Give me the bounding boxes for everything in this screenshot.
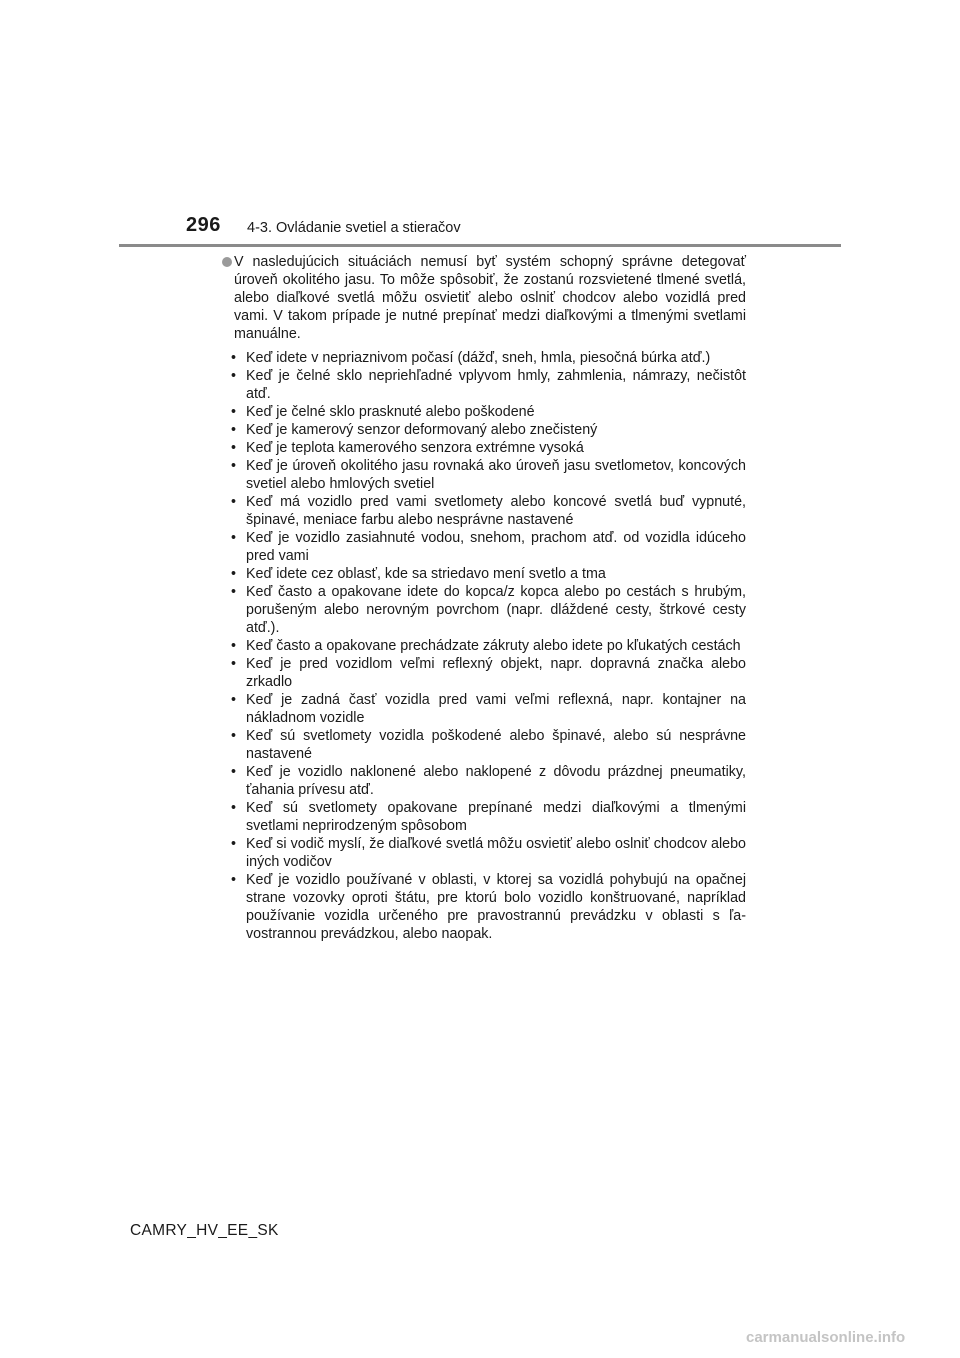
bullet-list	[222, 349, 746, 943]
bullet-dot-icon: •	[231, 692, 237, 708]
list-item-text: Keď je vozidlo naklonené alebo naklopené z dôvodu prázdnej pneumatiky, ťahania prívesu atď.	[246, 764, 746, 798]
bullet-dot-icon: •	[231, 530, 237, 546]
list-item-text: Keď je úroveň okolitého jasu rovnaká ako úroveň jasu svetlometov, koncových svetiel alebo hmlových svetiel	[246, 458, 746, 492]
bullet-dot-icon: •	[231, 728, 237, 744]
list-item-text: Keď si vodič myslí, že diaľkové svetlá môžu osvietiť alebo oslniť chodcov alebo iných vodičov	[246, 836, 746, 870]
list-item	[228, 403, 746, 421]
bullet-dot-icon: •	[231, 368, 237, 384]
list-item-text: Keď má vozidlo pred vami svetlomety alebo koncové svetlá buď vypnuté, špinavé, meniace farbu alebo nesprávne nastavené	[246, 494, 746, 528]
list-item	[228, 529, 746, 565]
section-title: 4-3. Ovládanie svetiel a stieračov	[247, 220, 461, 236]
list-item	[228, 349, 746, 367]
list-item	[228, 727, 746, 763]
bullet-dot-icon: •	[231, 872, 237, 888]
list-item	[228, 655, 746, 691]
list-item-text: Keď idete v nepriaznivom počasí (dážď, sneh, hmla, piesočná búrka atď.)	[246, 350, 711, 366]
bullet-dot-icon: •	[231, 404, 237, 420]
bullet-dot-icon: •	[231, 584, 237, 600]
list-item	[228, 439, 746, 457]
list-item-text: Keď je vozidlo používané v oblasti, v ktorej sa vozidlá pohybujú na opačnej strane vozovky oproti štátu, pre ktorú bolo vozidlo konštruované, napríklad používanie vozidla určeného pre pravostrannú prevádzku v oblasti s ľavostrannou prevádzkou, alebo naopak.	[246, 872, 746, 942]
bullet-dot-icon: •	[231, 440, 237, 456]
list-item-text: Keď je vozidlo zasiahnuté vodou, snehom, prachom atď. od vozidla idúceho pred vami	[246, 530, 746, 564]
footer-model-code: CAMRY_HV_EE_SK	[130, 1222, 279, 1239]
list-item	[228, 799, 746, 835]
list-item-text: Keď idete cez oblasť, kde sa striedavo mení svetlo a tma	[246, 566, 606, 582]
circle-bullet-icon	[222, 257, 232, 267]
bullet-dot-icon: •	[231, 764, 237, 780]
bullet-dot-icon: •	[231, 422, 237, 438]
list-item-text: Keď často a opakovane prechádzate zákruty alebo idete po kľukatých cestách	[246, 638, 741, 654]
list-item-text: Keď sú svetlomety vozidla poškodené alebo špinavé, alebo sú nesprávne nastavené	[246, 728, 746, 762]
list-item	[228, 421, 746, 439]
list-item-text: Keď je pred vozidlom veľmi reflexný objekt, napr. dopravná značka alebo zrkadlo	[246, 656, 746, 690]
list-item-text: Keď je kamerový senzor deformovaný alebo znečistený	[246, 422, 598, 438]
list-item-text: Keď je čelné sklo prasknuté alebo poškodené	[246, 404, 535, 420]
bullet-dot-icon: •	[231, 458, 237, 474]
list-item	[228, 835, 746, 871]
main-content	[222, 253, 746, 943]
list-item-text: Keď je teplota kamerového senzora extrémne vysoká	[246, 440, 584, 456]
list-item	[228, 367, 746, 403]
list-item-text: Keď je zadná časť vozidla pred vami veľmi reflexná, napr. kontajner na nákladnom vozidle	[246, 692, 746, 726]
bullet-dot-icon: •	[231, 350, 237, 366]
list-item-text: Keď často a opakovane idete do kopca/z kopca alebo po cestách s hrubým, porušeným alebo nerovným povrchom (napr. dláždené cesty, štrkové cesty atď.).	[246, 584, 746, 636]
list-item	[228, 583, 746, 637]
list-item	[228, 493, 746, 529]
intro-paragraph	[222, 253, 746, 343]
bullet-dot-icon: •	[231, 566, 237, 582]
bullet-dot-icon: •	[231, 836, 237, 852]
list-item	[228, 637, 746, 655]
list-item	[228, 565, 746, 583]
bullet-dot-icon: •	[231, 800, 237, 816]
bullet-dot-icon: •	[231, 638, 237, 654]
list-item-text: Keď sú svetlomety opakovane prepínané medzi diaľkovými a tlmenými svetlami neprirodzeným spôsobom	[246, 800, 746, 834]
list-item	[228, 763, 746, 799]
list-item	[228, 457, 746, 493]
bullet-dot-icon: •	[231, 494, 237, 510]
intro-text: V nasledujúcich situáciách nemusí byť systém schopný správne detegovať úroveň okolitého jasu. To môže spôsobiť, že zostanú rozsvietené tlmené svetlá, alebo diaľkové svetlá môžu osvietiť alebo oslniť chodcov alebo vozidlá pred vami. V takom prípade je nutné prepínať medzi diaľkovými a tlmenými svetlami manuálne.	[234, 254, 746, 342]
watermark-text: carmanualsonline.info	[746, 1329, 906, 1346]
list-item	[228, 691, 746, 727]
page-number: 296	[186, 214, 221, 236]
header-divider	[119, 244, 841, 247]
list-item	[228, 871, 746, 943]
list-item-text: Keď je čelné sklo nepriehľadné vplyvom hmly, zahmlenia, námrazy, nečistôt atď.	[246, 368, 746, 402]
bullet-dot-icon: •	[231, 656, 237, 672]
